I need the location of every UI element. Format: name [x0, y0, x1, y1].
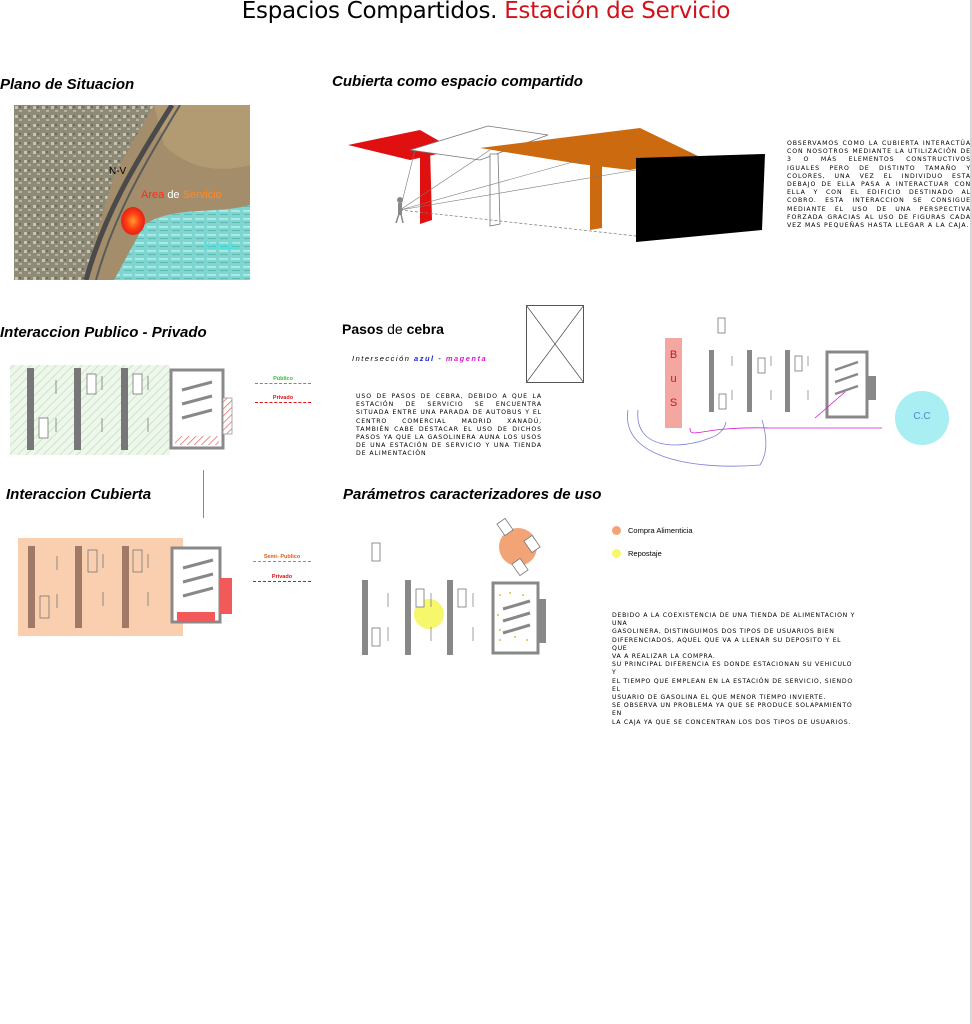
pasos-text: USO DE PASOS DE CEBRA, DEBIDO A QUE LA ESTACIÓN DE SERVICIO SE ENCUENTRA SITUADA ENTRE UNA PARADA DE AUTOBUS Y EL CENTRO COMERCIAL MADRID XANADÚ, TAMBIÉN CABE DESTACAR EL USO DE DICHOS PASOS YA QUE LA GASOLINERA AUNA LOS USOS DE UNA ESTACIÓN DE SERVICIO Y UNA TIENDA DE ALIMENTACIÓN	[356, 393, 542, 458]
bus-letter-1: B	[669, 349, 678, 361]
parametros-line-2: GASOLINERA, DISTINGUIMOS DOS TIPOS DE USUARIOS BIEN	[612, 628, 835, 636]
legend-repostaje-label: Repostaje	[628, 548, 662, 558]
road-label	[109, 166, 126, 177]
legend-privado2-line	[253, 581, 311, 582]
area-label	[141, 189, 222, 201]
legend-publico-line	[255, 383, 311, 384]
pasos-sub-prefix: Intersección	[352, 354, 411, 363]
legend-publico-label: Público	[273, 376, 293, 382]
parametros-line-1: DEBIDO A LA COEXISTENCIA DE UNA TIENDA DE ALIMENTACION Y UNA	[612, 612, 856, 628]
legend-privado-line	[255, 402, 311, 403]
legend-repostaje	[612, 546, 693, 560]
bus-letter-2: u	[670, 373, 677, 385]
legend-privado-label: Privado	[272, 395, 294, 401]
title-part2: Estación de Servicio	[504, 0, 731, 24]
parametros-line-8: SE OBSERVA UN PROBLEMA YA QUE SE PRODUCE SOLAPAMIENTO EN	[612, 702, 853, 718]
cubierta-perspective	[340, 120, 770, 250]
legend-compra	[612, 523, 693, 537]
mall-label: Xanadu	[204, 241, 239, 252]
parametros-line-5: SU PRINCIPAL DIFERENCIA ES DONDE ESTACIONAN SU VEHICULO Y	[612, 661, 853, 677]
connector-arrow	[203, 470, 204, 518]
parametros-plan	[355, 515, 555, 660]
title-part1: Espacios Compartidos.	[241, 0, 498, 24]
cubierta-text: OBSERVAMOS COMO LA CUBIERTA INTERACTÚA CON NOSOTROS MEDIANTE LA UTILIZACIÓN DE 3 O MÁS ELEMENTOS CONSTRUCTIVOS IGUALES PERO DE DISTINTO TAMAÑO Y COLORES, UNA VEZ EL INDIVIDUO ESTA DEBAJO DE ELLA PASA A INTERACTUAR CON ELLA Y CON EL EDIFICIO DESTINADO AL COBRO. ESTA INTERACCION SE CONSIGUE MEDIANTE EL USO DE UNA PERSPECTIVA FORZADA GRACIAS AL USO DE FIGURAS CADA VEZ MAS PEQUEÑAS HASTA LLEGAR A LA CAJA.	[787, 140, 971, 230]
parametros-line-6: EL TIEMPO QUE EMPLEAN EN LA ESTACIÓN DE SERVICIO, SIENDO EL	[612, 677, 853, 693]
parametros-line-4: VA A REALIZAR LA COMPRA.	[612, 653, 716, 661]
area-word1: Area	[141, 189, 165, 201]
legend-semi-line	[253, 561, 311, 562]
legend-semi-label: Semi- Publico	[263, 554, 301, 560]
pasos-sub-dash: -	[438, 354, 443, 363]
pasos-heading-end: cebra	[406, 321, 444, 337]
pasos-sub-magenta: magenta	[445, 354, 488, 363]
legend-compra-label: Compra Alimenticia	[628, 525, 693, 535]
cubierta-plan	[18, 538, 243, 638]
publico-plan	[10, 360, 245, 458]
area-word3: Servicio	[182, 189, 222, 201]
parametros-heading: Parámetros caracterizadores de uso	[343, 486, 602, 503]
cubierta-legend	[253, 554, 311, 582]
pasos-heading-mid: de	[387, 321, 403, 337]
pasos-heading-bold: Pasos	[342, 321, 384, 337]
legend-repostaje-swatch	[612, 549, 621, 558]
aerial-map	[14, 105, 250, 280]
road-label-text: N-V	[109, 166, 127, 177]
pasos-heading	[342, 321, 444, 337]
legend-privado2-label: Privado	[271, 574, 293, 580]
pasos-diagram	[620, 310, 960, 475]
area-word2: de	[167, 189, 180, 201]
page-title	[0, 0, 972, 24]
plano-heading: Plano de Situacion	[0, 76, 135, 93]
publico-heading: Interaccion Publico - Privado	[0, 324, 207, 341]
parametros-legend	[612, 523, 693, 560]
cubierta-plan-graphic	[18, 538, 243, 638]
pasos-subheading	[352, 354, 487, 363]
cc-label: C.C	[913, 411, 931, 422]
legend-compra-swatch	[612, 526, 621, 535]
image-placeholder-graphic	[526, 305, 584, 383]
image-placeholder	[526, 305, 584, 383]
publico-plan-graphic	[10, 360, 245, 458]
interaccion-cubierta-heading: Interaccion Cubierta	[6, 486, 152, 503]
cubierta-heading: Cubierta como espacio compartido	[332, 73, 583, 90]
bus-letter-3: S	[669, 397, 678, 409]
parametros-text	[612, 612, 857, 727]
parametros-line-7: USUARIO DE GASOLINA EL QUE MENOR TIEMPO INVIERTE.	[612, 694, 827, 702]
parametros-plan-graphic	[355, 515, 555, 660]
parametros-line-9: LA CAJA YA QUE SE CONCENTRAN LOS DOS TIPOS DE USUARIOS.	[612, 718, 852, 726]
pasos-sub-azul: azul	[414, 354, 435, 363]
parametros-line-3: DIFERENCIADOS, AQUEL QUE VA A LLENAR SU DEPOSITO Y EL QUE	[612, 636, 842, 652]
publico-legend	[255, 376, 311, 403]
cubierta-perspective-graphic	[340, 120, 770, 250]
bus-label	[665, 343, 682, 415]
